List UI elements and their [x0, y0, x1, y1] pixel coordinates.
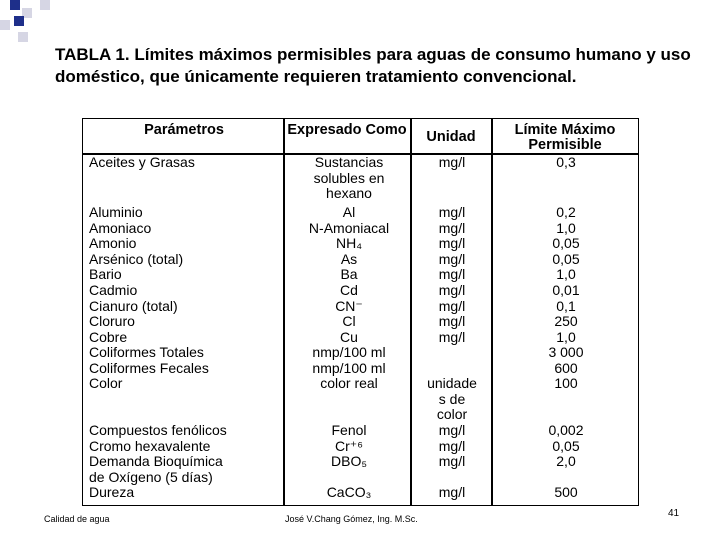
- footer-course: Calidad de agua: [44, 514, 110, 524]
- table-cell-expr: DBO₅: [331, 453, 367, 469]
- page-title: TABLA 1. Límites máximos permisibles para aguas de consumo humano y uso doméstico, que únicamente requieren tratamiento convencional.: [55, 45, 691, 86]
- table-cell-limit: 100: [554, 375, 578, 391]
- table-cell-limit: 1,0: [556, 220, 576, 236]
- table-cell-unit: mg/l: [438, 154, 466, 170]
- table-cell-limit: 250: [554, 313, 578, 329]
- deco-square: [40, 0, 50, 10]
- table-cell-limit: 3 000: [548, 344, 584, 360]
- table-cell-param: Bario: [89, 266, 122, 282]
- deco-square: [10, 0, 20, 10]
- corner-decoration: [0, 0, 60, 50]
- table-cell-limit: 600: [554, 360, 578, 376]
- table-cell-expr: Cr⁺⁶: [335, 438, 363, 454]
- table-cell-unit: mg/l: [438, 453, 466, 469]
- table-cell-expr: Al: [342, 204, 356, 220]
- table-cell-param: Cloruro: [89, 313, 135, 329]
- table-cell-expr: CN⁻: [335, 298, 363, 314]
- table-cell-unit: mg/l: [438, 251, 466, 267]
- table-cell-unit: mg/l: [438, 329, 466, 345]
- header-limite: Límite Máximo Permisible: [514, 122, 616, 153]
- header-parametros: Parámetros: [144, 122, 224, 138]
- table-cell-param: Aluminio: [89, 204, 143, 220]
- table-cell-param: Cianuro (total): [89, 298, 178, 314]
- table-cell-limit: 1,0: [556, 266, 576, 282]
- table-cell-unit: mg/l: [438, 484, 466, 500]
- table-cell-expr: nmp/100 ml: [312, 360, 386, 376]
- table-cell-unit: mg/l: [438, 220, 466, 236]
- table-cell-param: Amonio: [89, 235, 137, 251]
- table-cell-param: Dureza: [89, 484, 135, 500]
- table-cell-expr: Cu: [340, 329, 358, 345]
- table-cell-limit: 0,2: [556, 204, 576, 220]
- table-cell-limit: 0,002: [548, 422, 584, 438]
- table-cell-limit: 500: [554, 484, 578, 500]
- table-cell-expr: color real: [320, 375, 378, 391]
- table-cell-expr: Fenol: [331, 422, 367, 438]
- header-expresado: Expresado Como: [287, 122, 407, 138]
- page-number: 41: [668, 508, 680, 519]
- table-cell-param: Cromo hexavalente: [89, 438, 211, 454]
- table-cell-limit: 0,05: [552, 251, 580, 267]
- deco-square: [0, 20, 10, 30]
- table-cell-param: Color: [89, 375, 123, 391]
- header-unidad: Unidad: [426, 129, 476, 145]
- deco-square: [14, 16, 24, 26]
- table-cell-limit: 1,0: [556, 329, 576, 345]
- table-cell-expr: Cl: [342, 313, 356, 329]
- table-cell-param: Cobre: [89, 329, 128, 345]
- table-cell-param: Arsénico (total): [89, 251, 184, 267]
- table-cell-param: Coliformes Fecales: [89, 360, 209, 376]
- table-cell-expr: N-Amoniacal: [308, 220, 390, 236]
- limits-table: [82, 118, 639, 506]
- table-cell-expr: nmp/100 ml: [312, 344, 386, 360]
- table-cell-param: Compuestos fenólicos: [89, 422, 227, 438]
- table-cell-expr: CaCO₃: [326, 484, 372, 500]
- table-cell-unit: mg/l: [438, 204, 466, 220]
- table-cell-limit: 0,1: [556, 298, 576, 314]
- table-cell-unit: mg/l: [438, 422, 466, 438]
- table-cell-expr: As: [340, 251, 358, 267]
- table-cell-limit: 0,01: [552, 282, 580, 298]
- table-cell-param: Demanda Bioquímica de Oxígeno (5 días): [89, 453, 223, 485]
- deco-square: [18, 32, 28, 42]
- table-cell-unit: mg/l: [438, 282, 466, 298]
- table-cell-unit: mg/l: [438, 235, 466, 251]
- table-cell-param: Aceites y Grasas: [89, 154, 195, 170]
- table-cell-unit: mg/l: [438, 438, 466, 454]
- table-cell-expr: Cd: [340, 282, 358, 298]
- table-cell-unit: mg/l: [438, 313, 466, 329]
- table-cell-param: Coliformes Totales: [89, 344, 204, 360]
- table-cell-param: Cadmio: [89, 282, 138, 298]
- footer-author: José V.Chang Gómez, Ing. M.Sc.: [285, 514, 418, 524]
- table-cell-unit: mg/l: [438, 266, 466, 282]
- table-cell-expr: NH₄: [336, 235, 362, 251]
- table-cell-unit: unidade s de color: [427, 375, 477, 423]
- table-cell-param: Amoniaco: [89, 220, 152, 236]
- table-cell-limit: 0,05: [552, 235, 580, 251]
- table-cell-expr: Sustancias solubles en hexano: [313, 154, 385, 202]
- table-cell-limit: 0,3: [556, 154, 576, 170]
- table-cell-limit: 2,0: [556, 453, 576, 469]
- table-cell-limit: 0,05: [552, 438, 580, 454]
- table-cell-unit: mg/l: [438, 298, 466, 314]
- table-cell-expr: Ba: [340, 266, 358, 282]
